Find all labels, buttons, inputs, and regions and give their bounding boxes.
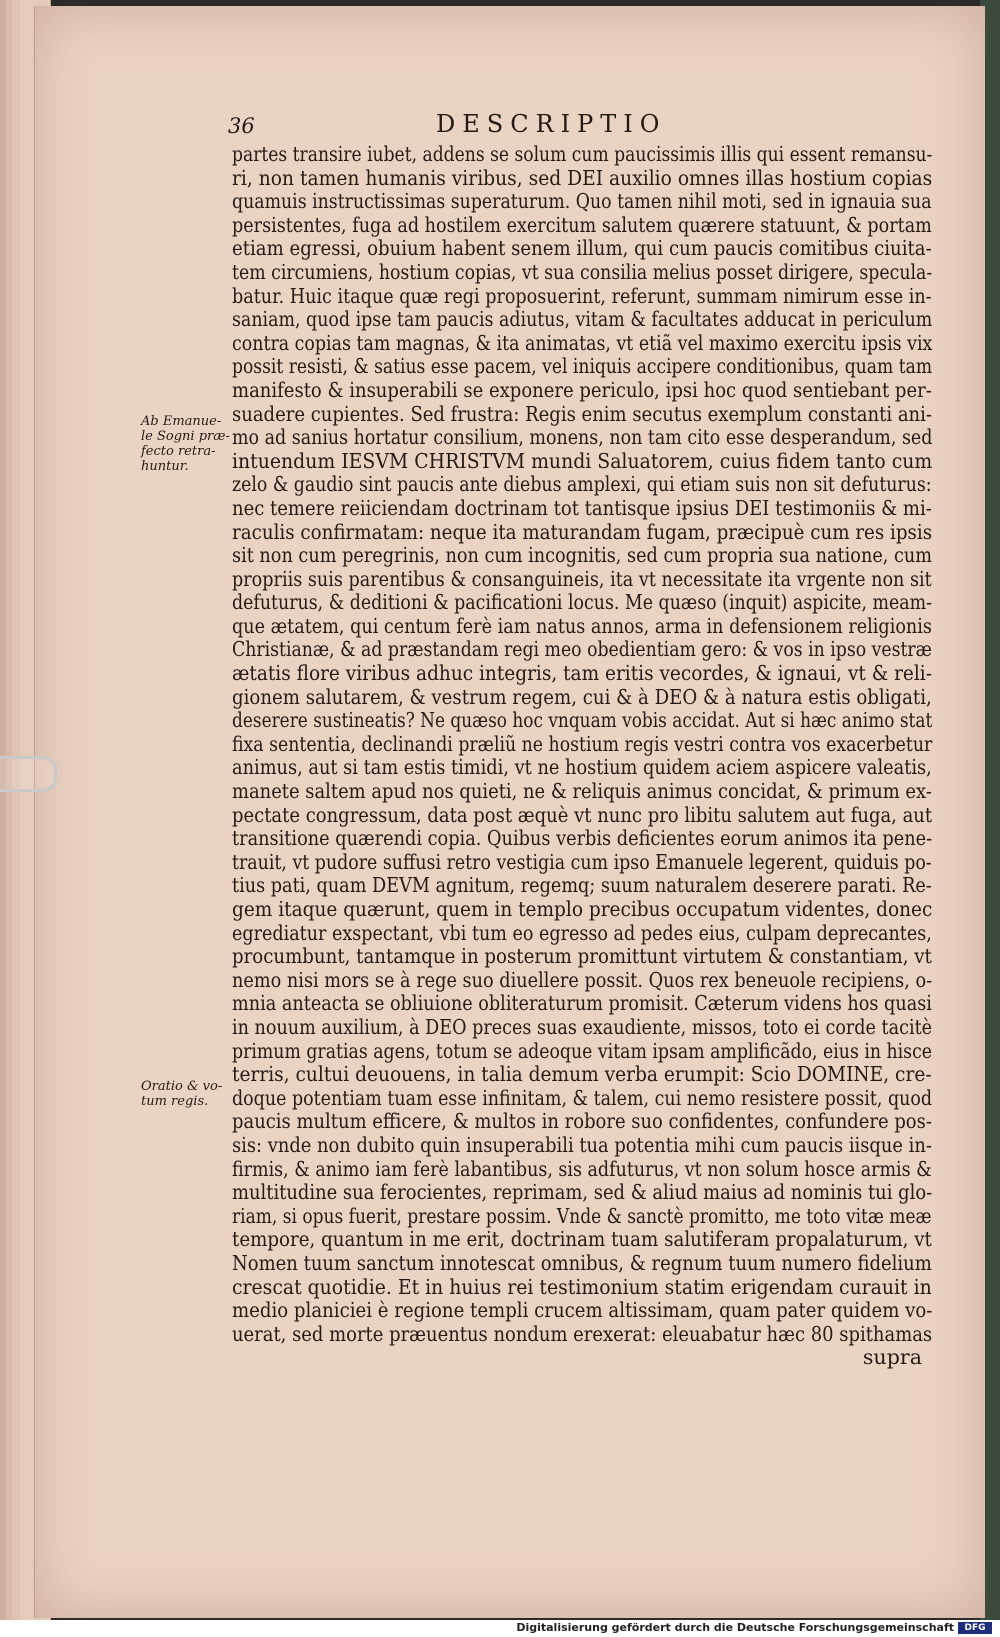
text-line: in nouum auxilium, à DEO preces suas exaudiente, missos, toto ei corde tacitè xyxy=(232,1014,933,1039)
text-line: mnia anteacta se obliuione obliteraturum promisit. Cæterum videns hos quasi xyxy=(232,991,932,1016)
text-line: tempore, quantum in me erit, doctrinam tuam salutiferam propalaturum, vt xyxy=(232,1227,932,1252)
text-line: gionem salutarem, & vestrum regem, cui & à DEO & à natura estis obligati, xyxy=(232,684,932,709)
text-line: primum gratias agens, totum se adeoque vitam ipsam amplificãdo, eius in hisce xyxy=(232,1038,932,1063)
text-line: sis: vnde non dubito quin insuperabili tua potentia mihi cum paucis iisque in- xyxy=(232,1132,932,1157)
margin-note-line: le Sogni præ- xyxy=(141,429,230,444)
margin-note-line: huntur. xyxy=(141,459,189,474)
text-line: persistentes, fuga ad hostilem exercitum salutem quærere statuunt, & portam xyxy=(232,212,932,237)
margin-note xyxy=(141,414,230,474)
text-line: sit non cum peregrinis, non cum incognitis, sed cum propria sua natione, cum xyxy=(232,543,933,568)
paper-clip xyxy=(0,756,57,792)
text-line: propriis suis parentibus & consanguineis, ita vt necessitate ita vrgente non sit xyxy=(232,566,932,591)
running-title: DESCRIPTIO xyxy=(436,110,667,138)
text-line: doque potentiam tuam esse infinitam, & talem, cui nemo resistere possit, quod xyxy=(232,1085,933,1110)
text-line: firmis, & animo iam ferè labantibus, sis adfuturus, vt non solum hosce armis & xyxy=(232,1156,932,1181)
margin-note-line: fecto retra- xyxy=(141,444,216,459)
margin-note xyxy=(141,1079,222,1109)
text-line: fixa sententia, declinandi præliũ ne hostium regis vestri contra vos exacerbetur xyxy=(232,731,933,756)
text-line: partes transire iubet, addens se solum cum paucissimis illis qui essent remansu- xyxy=(232,142,933,166)
margin-note-line: Ab Emanue- xyxy=(141,414,222,429)
dfg-logo: DFG xyxy=(958,1622,992,1634)
text-line: procumbunt, tantamque in posterum promittunt virtutem & constantiam, vt xyxy=(232,944,932,969)
body-text xyxy=(232,143,932,1370)
text-line: quamuis instructissimas superaturum. Quo tamen nihil moti, sed in ignauia sua xyxy=(232,189,932,214)
text-line: batur. Huic itaque quæ regi proposuerint, referunt, summam nimirum esse in- xyxy=(232,283,932,308)
text-line: nec temere reiiciendam doctrinam tot tantisque ipsius DEI testimoniis & mi- xyxy=(232,495,932,520)
text-line: manifesto & insuperabili se exponere periculo, ipsi hoc quod sentiebant per- xyxy=(232,377,932,402)
text-line: intuendum IESVM CHRISTVM mundi Saluatorem, cuius fidem tanto cum xyxy=(232,448,933,473)
text-line: gem itaque quærunt, quem in templo precibus occupatum videntes, donec xyxy=(232,897,933,921)
text-line: paucis multum efficere, & multos in robore suo confidentes, confundere pos- xyxy=(232,1109,932,1134)
text-line: deserere sustineatis? Ne quæso hoc vnquam vobis accidat. Aut si hæc animo stat xyxy=(232,708,933,733)
text-line: suadere cupientes. Sed frustra: Regis enim secutus exemplum constanti ani- xyxy=(232,401,932,426)
text-line: Nomen tuum sanctum innotescat omnibus, & regnum tuum numero fidelium xyxy=(232,1250,932,1275)
text-line: tem circumiens, hostium copias, vt sua consilia melius posset dirigere, specula- xyxy=(232,259,933,284)
text-line: multitudine sua ferocientes, reprimam, sed & aliud maius ad nominis tui glo- xyxy=(232,1180,933,1205)
text-line: zelo & gaudio sint paucis ante diebus amplexi, qui etiam suis non sit defuturus: xyxy=(232,472,932,497)
text-line: crescat quotidie. Et in huius rei testimonium statim erigendam curauit in xyxy=(232,1274,932,1299)
text-line: transitione quærendi copia. Quibus verbis deficientes eorum animos ita pene- xyxy=(232,826,933,851)
text-line: saniam, quod ipse tam paucis adiutus, vitam & facultates adducat in periculum xyxy=(232,307,933,332)
text-line: possit resisti, & satius esse pacem, vel iniquis accipere conditionibus, quam tam xyxy=(232,354,933,379)
text-line: etiam egressi, obuium habent senem illum, qui cum paucis comitibus ciuita- xyxy=(232,236,932,261)
text-line: nemo nisi mors se à rege suo diuellere possit. Quos rex beneuole recipiens, o- xyxy=(232,967,933,992)
footer xyxy=(0,1620,1000,1637)
text-line: supra xyxy=(862,1345,922,1370)
text-line: pectate congressum, data post æquè vt nunc pro libitu salutem aut fuga, aut xyxy=(232,802,933,827)
text-line: raculis confirmatam: neque ita maturandam fugam, præcipuè cum res ipsis xyxy=(232,519,933,544)
text-line: egrediatur exspectant, vbi tum eo egresso ad pedes eius, culpam deprecantes, xyxy=(232,920,932,945)
text-line: Christianæ, & ad præstandam regi meo obedientiam gero: & vos in ipso vestræ xyxy=(232,637,932,662)
text-line: mo ad sanius hortatur consilium, monens, non tam cito esse desperandum, sed xyxy=(232,425,933,450)
page-header xyxy=(180,110,740,144)
funding-credit: Digitalisierung gefördert durch die Deutsche Forschungsgemeinschaft xyxy=(516,1621,954,1634)
text-line: animus, aut si tam estis timidi, vt ne hostium quidem aciem aspicere valeatis, xyxy=(232,755,932,780)
page-number: 36 xyxy=(228,114,255,138)
text-line: tius pati, quam DEVM agnitum, regemq; suum naturalem deserere parati. Re- xyxy=(232,873,932,898)
text-line: riam, si opus fuerit, prestare possim. Vnde & sanctè promitto, me toto vitæ meæ xyxy=(232,1203,932,1228)
text-line: terris, cultui deuouens, in talia demum verba erumpit: Scio DOMINE, cre- xyxy=(232,1062,932,1087)
text-line: manete saltem apud nos quieti, ne & reliquis animus concidat, & primum ex- xyxy=(232,779,932,804)
margin-note-line: tum regis. xyxy=(141,1094,209,1109)
text-line: defuturus, & deditioni & pacificationi locus. Me quæso (inquit) aspicite, meam- xyxy=(232,590,933,615)
text-line: que ætatem, qui centum ferè iam natus annos, arma in defensionem religionis xyxy=(232,613,932,638)
text-line: trauit, vt pudore suffusi retro vestigia cum ipso Emanuele legerent, quiduis po- xyxy=(232,849,932,874)
text-line: ri, non tamen humanis viribus, sed DEI auxilio omnes illas hostium copias xyxy=(232,165,933,190)
text-line: medio planiciei è regione templi crucem altissimam, quam pater quidem vo- xyxy=(232,1298,933,1323)
margin-note-line: Oratio & vo- xyxy=(141,1079,223,1094)
text-line: ætatis flore viribus adhuc integris, tam eritis vecordes, & ignaui, vt & reli- xyxy=(232,661,932,686)
text-line: contra copias tam magnas, & ita animatas, vt etiã vel maximo exercitu ipsis vix xyxy=(232,330,933,355)
text-line: uerat, sed morte præuentus nondum erexerat: eleuabatur hæc 80 spithamas xyxy=(232,1321,933,1346)
